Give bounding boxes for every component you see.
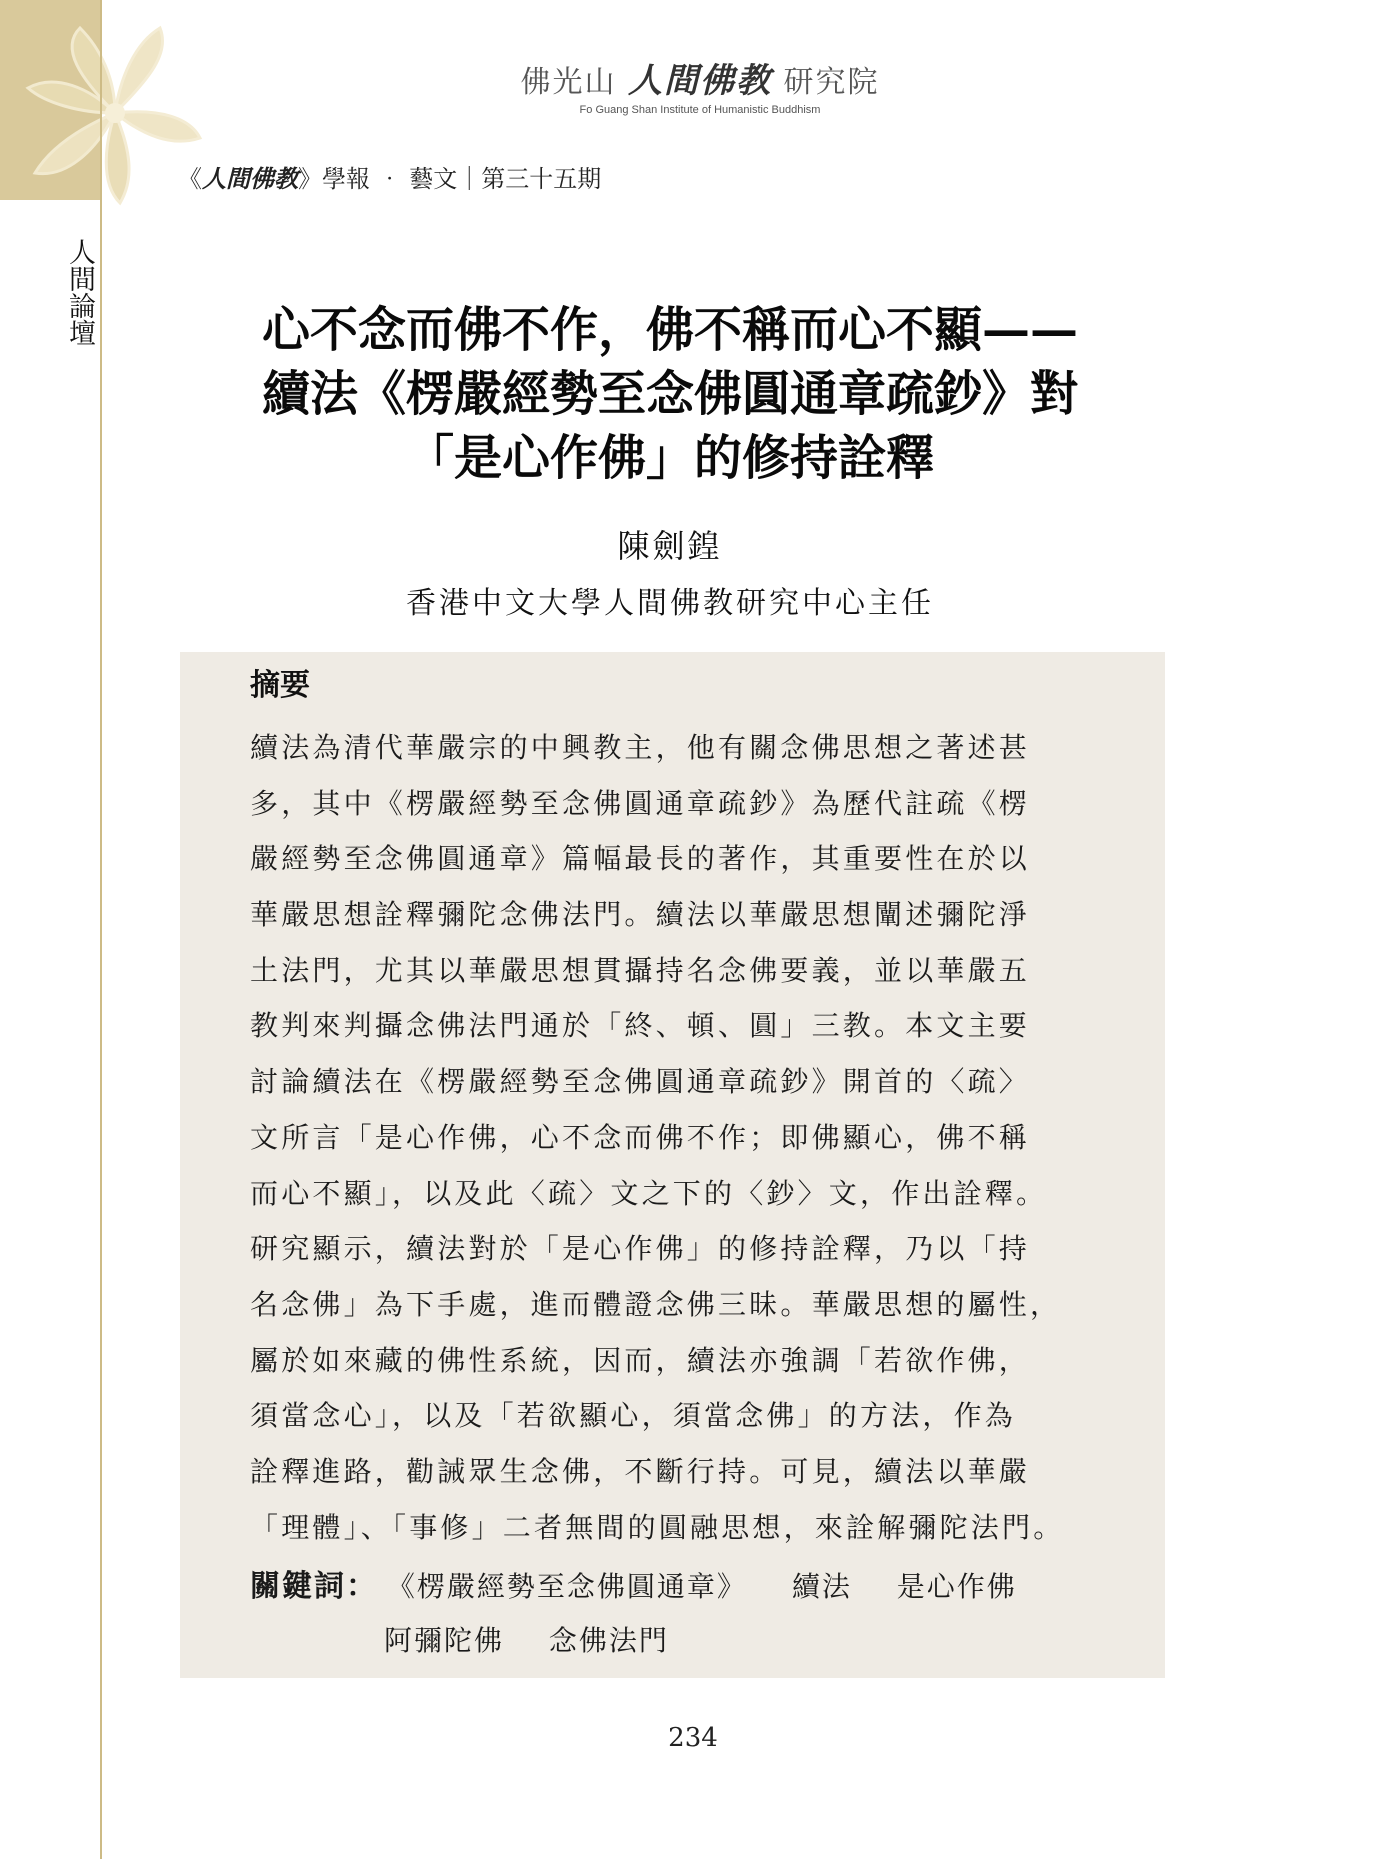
keywords-label: 關鍵詞： xyxy=(250,1569,378,1604)
title-line: 「是心作佛」的修持詮釋 xyxy=(405,430,934,486)
journal-brand: 人間佛教 xyxy=(202,164,298,193)
abstract-line: 研究顯示，續法對於「是心作佛」的修持詮釋，乃以「持 xyxy=(250,1232,1031,1266)
title-line: 續法《楞嚴經勢至念佛圓通章疏鈔》對 xyxy=(261,366,1078,422)
keywords-row xyxy=(250,1614,1130,1668)
institute-header xyxy=(490,62,910,116)
abstract-line: 須當念心」，以及「若欲顯心，須當念佛」的方法，作為 xyxy=(250,1399,1017,1433)
keyword: 是心作佛 xyxy=(896,1570,1017,1603)
abstract-line: 名念佛」為下手處，進而體證念佛三昧。華嚴思想的屬性， xyxy=(250,1287,1062,1321)
abstract-body xyxy=(250,720,1110,1555)
abstract-line: 文所言「是心作佛，心不念而佛不作；即佛顯心，佛不稱 xyxy=(250,1120,1031,1154)
keyword: 阿彌陀佛 xyxy=(384,1624,505,1657)
abstract-line: 教判來判攝念佛法門通於「終、頓、圓」三教。本文主要 xyxy=(250,1009,1031,1043)
journal-open-bracket: 《 xyxy=(178,165,202,193)
keywords-row xyxy=(250,1560,1130,1614)
abstract-line: 土法門，尤其以華嚴思想貫攝持名念佛要義，並以華嚴五 xyxy=(250,953,1031,987)
abstract-line: 多，其中《楞嚴經勢至念佛圓通章疏鈔》為歷代註疏《楞 xyxy=(250,786,1031,820)
abstract-line: 詮釋進路，勸誡眾生念佛，不斷行持。可見，續法以華嚴 xyxy=(250,1454,1031,1488)
abstract-line: 華嚴思想詮釋彌陀念佛法門。續法以華嚴思想闡述彌陀淨 xyxy=(250,898,1031,932)
article-title xyxy=(200,298,1140,490)
keyword: 《楞嚴經勢至念佛圓通章》 xyxy=(386,1570,747,1603)
abstract-line: 屬於如來藏的佛性系統，因而，續法亦強調「若欲作佛， xyxy=(250,1343,1031,1377)
abstract-line: 「理體」、「事修」二者無間的圓融思想，來詮解彌陀法門。 xyxy=(250,1510,1065,1544)
institute-name xyxy=(490,62,910,102)
section-label: 人間論壇 xyxy=(64,238,95,346)
title-line: 心不念而佛不作，佛不稱而心不顯—— xyxy=(261,302,1078,358)
keyword: 念佛法門 xyxy=(548,1624,669,1657)
journal-issue: 》學報 ‧ 藝文｜第三十五期 xyxy=(298,165,602,193)
abstract-box xyxy=(180,652,1165,1678)
author-affiliation: 香港中文大學人間佛教研究中心主任 xyxy=(406,586,934,621)
journal-info xyxy=(178,164,601,194)
keyword: 續法 xyxy=(791,1570,852,1603)
institute-brand: 人間佛教 xyxy=(628,61,772,101)
abstract-heading: 摘要 xyxy=(250,668,310,703)
author-name: 陳劍鍠 xyxy=(617,527,723,565)
keywords-section xyxy=(250,1560,1130,1668)
institute-prefix: 佛光山 xyxy=(520,65,617,100)
page-number: 234 xyxy=(668,1723,718,1753)
sidebar-rule xyxy=(100,0,102,1859)
abstract-line: 嚴經勢至念佛圓通章》篇幅最長的著作，其重要性在於以 xyxy=(250,842,1031,876)
abstract-line: 續法為清代華嚴宗的中興教主，他有關念佛思想之著述甚 xyxy=(250,731,1031,764)
institute-english-name: Fo Guang Shan Institute of Humanistic Buddhism xyxy=(579,104,821,116)
abstract-line: 討論續法在《楞嚴經勢至念佛圓通章疏鈔》開首的〈疏〉 xyxy=(250,1065,1031,1099)
institute-suffix: 研究院 xyxy=(783,65,880,100)
abstract-line: 而心不顯」，以及此〈疏〉文之下的〈鈔〉文，作出詮釋。 xyxy=(250,1176,1048,1210)
